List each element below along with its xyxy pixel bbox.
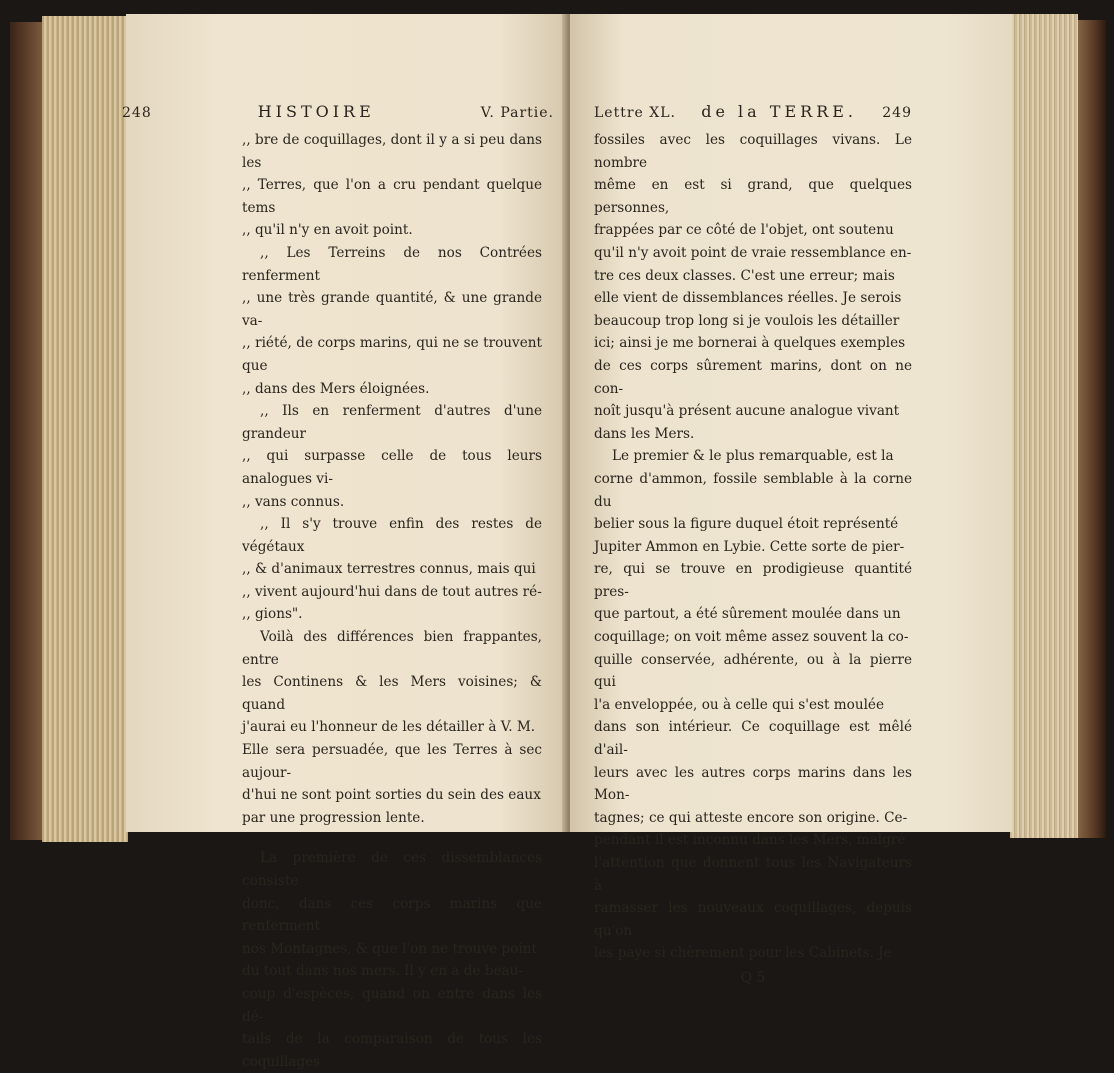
right-page-header [594,102,912,121]
left-page-header [118,102,554,121]
text-line: ,, gions". [242,606,303,623]
text-line: donc, dans ces corps marins que renferment [242,895,542,935]
text-line: ,, Les Terreins de nos Contrées renferment [242,244,542,284]
text-line: dans les Mers. [594,425,695,442]
text-line: beaucoup trop long si je voulois les détailler [594,312,900,329]
text-line: re, qui se trouve en prodigieuse quantité pres- [594,561,912,600]
text-line: leurs avec les autres corps marins dans les Mon- [594,764,912,804]
text-line: elle vient de dissemblances réelles. Je serois [594,290,902,307]
text-line: dans son intérieur. Ce coquillage est mêlé d'ail- [594,719,912,759]
text-line: Le premier & le plus remarquable, est la [612,448,894,465]
text-line: coup d'espèces, quand on entre dans les dé- [242,985,542,1025]
text-line: frappées par ce côté de l'objet, ont soutenu [594,222,894,239]
text-line: Voilà des différences bien frappantes, entre [242,629,542,668]
running-head: de la TERRE. [701,102,857,121]
text-line: nos Montagnes, & que l'on ne trouve point [242,940,537,957]
text-line: ,, une très grande quantité, & une grande va- [242,290,542,329]
text-line: même en est si grand, que quelques personnes, [594,177,912,216]
text-line: les paye si chèrement pour les Cabinets. Je [594,945,892,962]
book-cover-right [1076,20,1106,838]
paragraph-break [242,829,542,847]
page-number: 249 [882,105,912,121]
text-line: ,, riété, de corps marins, qui ne se trouvent que [242,335,542,374]
text-line: ,, & d'animaux terrestres connus, mais qui [242,561,536,578]
text-line: tre ces deux classes. C'est une erreur; mais [594,267,895,284]
text-line: tails de la comparaison de tous les coquillages [242,1031,542,1070]
text-line: ,, Il s'y trouve enfin des restes de végétaux [242,516,542,555]
text-line: corne d'ammon, fossile semblable à la corne du [594,470,912,510]
text-line: ,, qu'il n'y en avoit point. [242,222,413,239]
text-line: belier sous la figure duquel étoit représenté [594,516,899,533]
text-line: tagnes; ce qui atteste encore son origine. Ce- [594,809,908,826]
right-page-text [594,129,912,990]
text-line: coquillage; on voit même assez souvent la co- [594,629,909,646]
text-line: Elle sera persuadée, que les Terres à sec aujour- [242,742,542,781]
letter-label: Lettre XL. [594,105,676,121]
text-line: l'attention que donnent tous les Navigateurs à [594,855,912,894]
text-line: ,, vivent aujourd'hui dans de tout autres ré- [242,583,542,600]
text-line: quille conservée, adhérente, ou à la pierre qui [594,651,912,691]
text-line: de ces corps sûrement marins, dont on ne con- [594,357,912,397]
text-line: ,, Ils en renferment d'autres d'une grandeur [242,403,542,442]
text-line: que partout, a été sûrement moulée dans un [594,606,901,623]
text-line: qu'il n'y avoit point de vraie ressemblance en- [594,244,912,261]
page-edges-left [42,16,128,842]
text-line: noît jusqu'à présent aucune analogue vivant [594,403,900,420]
text-line: fossiles avec les coquillages vivans. Le nombre [594,132,912,171]
section-label: V. Partie. [480,105,554,121]
text-line: d'hui ne sont point sorties du sein des eaux [242,787,541,804]
text-line: ,, qui surpasse celle de tous leurs analogues vi- [242,448,542,487]
left-page-text [242,129,542,1073]
text-line: ,, vans connus. [242,493,345,510]
page-number: 248 [122,105,152,121]
text-line: Jupiter Ammon en Lybie. Cette sorte de pier- [594,538,905,555]
text-line: j'aurai eu l'honneur de les détailler à V. M. [242,719,536,736]
text-line: ici; ainsi je me bornerai à quelques exemples [594,335,906,352]
text-line: La première de ces dissemblances consiste [242,850,542,889]
page-edges-right [1010,14,1078,838]
left-page [122,14,566,1070]
text-line: pendant il est inconnu dans les Mers, malgré [594,832,906,849]
text-line: ,, dans des Mers éloignées. [242,380,430,397]
text-line: par une progression lente. [242,809,425,826]
text-line: du tout dans nos mers. Il y en a de beau- [242,963,523,980]
running-head: HISTOIRE [257,102,375,121]
text-line: ramasser les nouveaux coquillages, depuis qu'on [594,900,912,939]
text-line: l'a enveloppée, ou à celle qui s'est moulée [594,696,885,713]
text-line: les Continens & les Mers voisines; & quand [242,674,542,713]
signature-mark: Q 5 [740,969,766,986]
text-line: ,, Terres, que l'on a cru pendant quelque tems [242,177,542,216]
right-page [570,14,1012,986]
text-line: ,, bre de coquillages, dont il y a si peu dans les [242,132,542,171]
